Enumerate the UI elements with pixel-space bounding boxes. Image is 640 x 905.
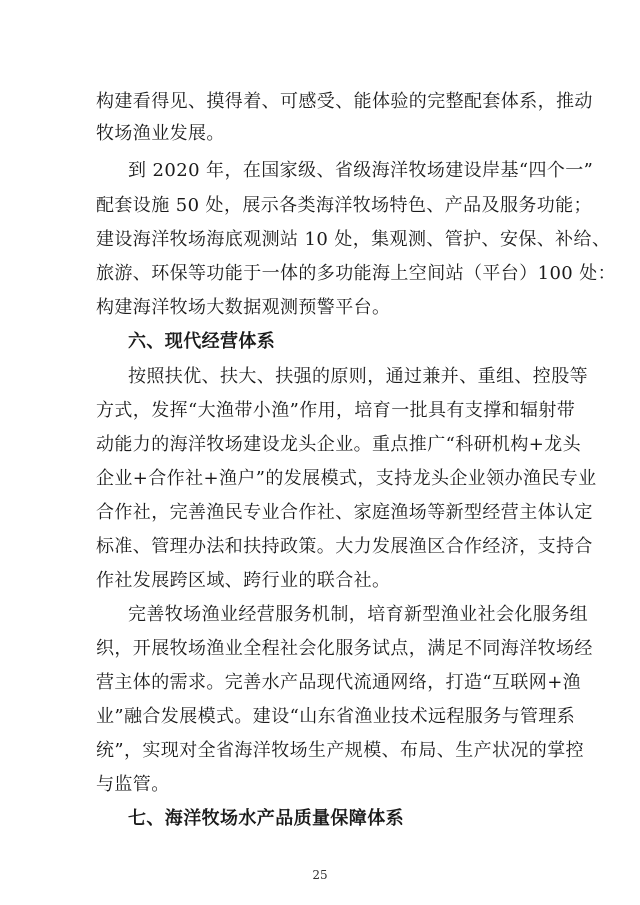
paragraph-line: 织，开展牧场渔业全程社会化服务试点，满足不同海洋牧场经: [96, 638, 593, 659]
paragraph-line: 业”融合发展模式。建设“山东省渔业技术远程服务与管理系: [96, 706, 576, 727]
paragraph-line: 方式，发挥“大渔带小渔”作用，培育一批具有支撑和辐射带: [96, 400, 576, 421]
paragraph-line: 与监管。: [96, 774, 170, 795]
section-heading: 六、现代经营体系: [128, 331, 276, 352]
paragraph-line: 牧场渔业发展。: [96, 123, 225, 144]
paragraph-line: 合作社，完善渔民专业合作社、家庭渔场等新型经营主体认定: [96, 502, 593, 523]
paragraph-line: 动能力的海洋牧场建设龙头企业。重点推广“科研机构+龙头: [96, 434, 582, 455]
paragraph-line: 到 2020 年，在国家级、省级海洋牧场建设岸基“四个一”: [128, 160, 594, 181]
paragraph-line: 按照扶优、扶大、扶强的原则，通过兼并、重组、控股等: [128, 366, 588, 387]
paragraph-line: 建设海洋牧场海底观测站 10 处，集观测、管护、安保、补给、: [96, 229, 611, 250]
paragraph-line: 作社发展跨区域、跨行业的联合社。: [96, 570, 391, 591]
page-number: 25: [312, 868, 328, 882]
paragraph-line: 统”，实现对全省海洋牧场生产规模、布局、生产状况的掌控: [96, 740, 584, 761]
paragraph-line: 标准、管理办法和扶持政策。大力发展渔区合作经济，支持合: [96, 536, 593, 557]
paragraph-line: 完善牧场渔业经营服务机制，培育新型渔业社会化服务组: [128, 604, 588, 625]
paragraph-line: 构建看得见、摸得着、可感受、能体验的完整配套体系，推动: [96, 91, 593, 112]
paragraph-line: 营主体的需求。完善水产品现代流通网络，打造“互联网+渔: [96, 672, 582, 693]
section-heading: 七、海洋牧场水产品质量保障体系: [128, 808, 404, 829]
paragraph-line: 旅游、环保等功能于一体的多功能海上空间站（平台）100 处：: [96, 263, 617, 284]
paragraph-line: 企业+合作社+渔户”的发展模式，支持龙头企业领办渔民专业: [96, 468, 597, 489]
paragraph-line: 配套设施 50 处，展示各类海洋牧场特色、产品及服务功能；: [96, 195, 592, 216]
paragraph-line: 构建海洋牧场大数据观测预警平台。: [96, 297, 391, 318]
